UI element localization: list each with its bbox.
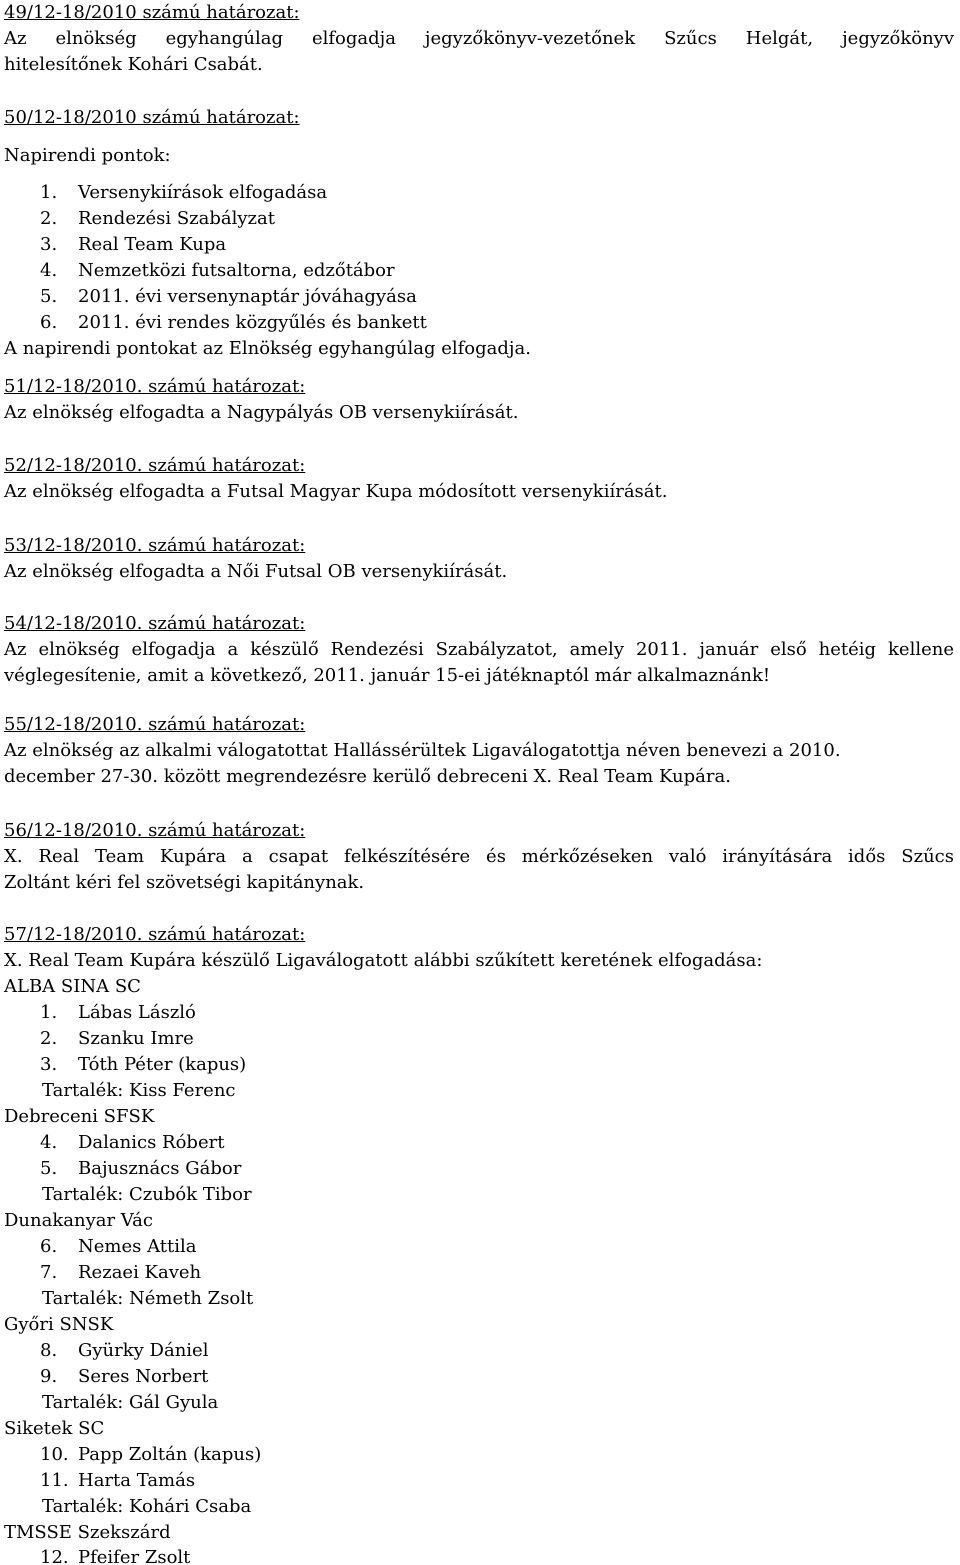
club-name: Siketek SC bbox=[4, 1418, 105, 1439]
club-name: Dunakanyar Vác bbox=[4, 1210, 153, 1231]
resolution-54-heading: 54/12-18/2010. számú határozat: bbox=[4, 613, 306, 634]
agenda-item: 4. Nemzetközi futsaltorna, edzőtábor bbox=[40, 260, 395, 281]
reserve-player: Tartalék: Németh Zsolt bbox=[42, 1288, 254, 1309]
reserve-player: Tartalék: Czubók Tibor bbox=[42, 1184, 252, 1205]
resolution-55-text: december 27-30. között megrendezésre kerülő debreceni X. Real Team Kupára. bbox=[4, 766, 731, 787]
agenda-item: 6. 2011. évi rendes közgyűlés és bankett bbox=[40, 312, 427, 333]
player-item: 10. Papp Zoltán (kapus) bbox=[40, 1444, 262, 1465]
reserve-player: Tartalék: Gál Gyula bbox=[42, 1392, 219, 1413]
player-item: 9. Seres Norbert bbox=[40, 1366, 209, 1387]
resolution-51-heading: 51/12-18/2010. számú határozat: bbox=[4, 376, 306, 397]
resolution-53-text: Az elnökség elfogadta a Női Futsal OB versenykiírását. bbox=[4, 561, 508, 582]
player-item: 4. Dalanics Róbert bbox=[40, 1132, 225, 1153]
resolution-56-heading: 56/12-18/2010. számú határozat: bbox=[4, 820, 306, 841]
player-item: 12. Pfeifer Zsolt bbox=[40, 1547, 191, 1565]
resolution-49-heading: 49/12-18/2010 számú határozat: bbox=[4, 2, 300, 23]
resolution-52-text: Az elnökség elfogadta a Futsal Magyar Kupa módosított versenykiírását. bbox=[4, 481, 668, 502]
resolution-54-text: Az elnökség elfogadja a készülő Rendezési Szabályzatot, amely 2011. január első hetéig kellene bbox=[4, 639, 954, 660]
agenda-item: 5. 2011. évi versenynaptár jóváhagyása bbox=[40, 286, 417, 307]
agenda-item: 1. Versenykiírások elfogadása bbox=[40, 182, 328, 203]
resolution-49-text: hitelesítőnek Kohári Csabát. bbox=[4, 54, 263, 75]
reserve-player: Tartalék: Kiss Ferenc bbox=[42, 1080, 236, 1101]
reserve-player: Tartalék: Kohári Csaba bbox=[42, 1496, 252, 1517]
resolution-55-heading: 55/12-18/2010. számú határozat: bbox=[4, 714, 306, 735]
resolution-53-heading: 53/12-18/2010. számú határozat: bbox=[4, 535, 306, 556]
player-item: 1. Lábas László bbox=[40, 1002, 196, 1023]
resolution-50-heading: 50/12-18/2010 számú határozat: bbox=[4, 107, 300, 128]
resolution-55-text: Az elnökség az alkalmi válogatottat Hallássérültek Ligaválogatottja néven benevezi a 2010. bbox=[4, 740, 841, 761]
resolution-52-heading: 52/12-18/2010. számú határozat: bbox=[4, 455, 306, 476]
player-item: 7. Rezaei Kaveh bbox=[40, 1262, 202, 1283]
resolution-57-text: X. Real Team Kupára készülő Ligaválogatott alábbi szűkített keretének elfogadása: bbox=[4, 950, 763, 971]
resolution-56-text: X. Real Team Kupára a csapat felkészítésére és mérkőzéseken való irányítására idős Szűcs bbox=[4, 846, 954, 867]
player-item: 6. Nemes Attila bbox=[40, 1236, 197, 1257]
agenda-item: 2. Rendezési Szabályzat bbox=[40, 208, 275, 229]
player-item: 3. Tóth Péter (kapus) bbox=[40, 1054, 247, 1075]
resolution-56-text: Zoltánt kéri fel szövetségi kapitánynak. bbox=[4, 872, 365, 893]
agenda-conclusion: A napirendi pontokat az Elnökség egyhangúlag elfogadja. bbox=[4, 338, 531, 359]
player-item: 11. Harta Tamás bbox=[40, 1470, 196, 1491]
player-item: 2. Szanku Imre bbox=[40, 1028, 194, 1049]
player-item: 8. Gyürky Dániel bbox=[40, 1340, 209, 1361]
agenda-item: 3. Real Team Kupa bbox=[40, 234, 227, 255]
club-name: Debreceni SFSK bbox=[4, 1106, 155, 1127]
club-name: ALBA SINA SC bbox=[4, 976, 141, 997]
resolution-51-text: Az elnökség elfogadta a Nagypályás OB versenykiírását. bbox=[4, 402, 519, 423]
resolution-57-heading: 57/12-18/2010. számú határozat: bbox=[4, 924, 306, 945]
club-name: TMSSE Szekszárd bbox=[4, 1522, 171, 1543]
club-name: Győri SNSK bbox=[4, 1314, 114, 1335]
resolution-49-text: Az elnökség egyhangúlag elfogadja jegyzőkönyv-vezetőnek Szűcs Helgát, jegyzőkönyv bbox=[4, 28, 954, 49]
agenda-label: Napirendi pontok: bbox=[4, 145, 171, 166]
resolution-54-text: véglegesítenie, amit a következő, 2011. január 15-ei játéknaptól már alkalmaznánk! bbox=[4, 665, 771, 686]
player-item: 5. Bajusznács Gábor bbox=[40, 1158, 242, 1179]
